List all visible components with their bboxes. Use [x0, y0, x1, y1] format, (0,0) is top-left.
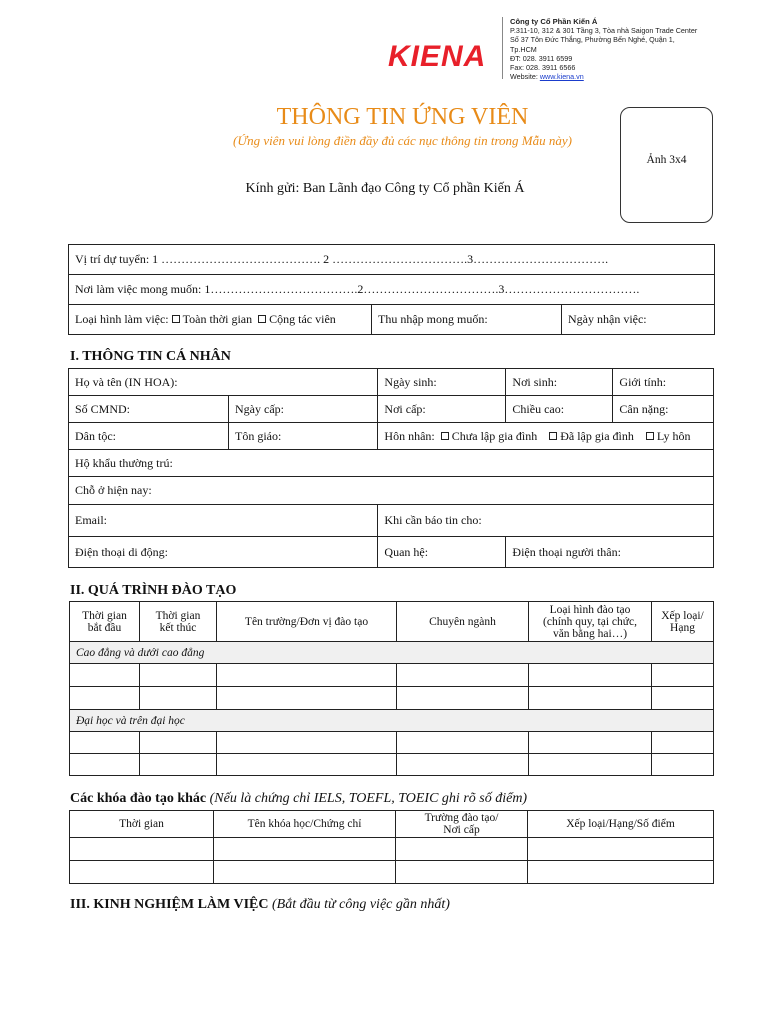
table-cell[interactable]: [528, 838, 714, 861]
ethnicity-cell[interactable]: Dân tộc:: [69, 423, 229, 450]
photo-label: Ảnh 3x4: [646, 154, 687, 166]
marital-cell: [378, 423, 714, 450]
married-checkbox[interactable]: [549, 432, 557, 440]
weight-cell[interactable]: Cân nặng:: [613, 396, 714, 423]
table-cell[interactable]: [140, 732, 217, 754]
col-end-line1: Thời gian: [155, 609, 201, 622]
relative-phone-cell[interactable]: Điện thoại người thân:: [506, 537, 714, 568]
table-cell[interactable]: [529, 664, 652, 687]
divorced-checkbox[interactable]: [646, 432, 654, 440]
col-start-line1: Thời gian: [82, 609, 127, 622]
full-time-label: Toàn thời gian: [182, 312, 253, 326]
table-cell[interactable]: [397, 754, 529, 776]
table-cell[interactable]: [70, 732, 140, 754]
table-cell[interactable]: [140, 687, 217, 710]
work-type-label: Loại hình làm việc:: [75, 312, 169, 326]
company-address-1: P.311-10, 312 & 301 Tầng 3, Tòa nhà Saigon Trade Center: [510, 26, 698, 36]
height-cell[interactable]: Chiều cao:: [506, 396, 613, 423]
table-cell[interactable]: [652, 664, 714, 687]
company-address-2: Số 37 Tôn Đức Thắng, Phường Bến Nghé, Quận 1,: [510, 35, 675, 45]
table-cell[interactable]: [397, 687, 529, 710]
work-type-cell: [69, 305, 372, 335]
col-issuer-line2: Nơi cấp: [443, 824, 480, 836]
gender-cell[interactable]: Giới tính:: [613, 369, 714, 396]
position-row[interactable]: Vị trí dự tuyển: 1 …………………………………. 2 …………………………….3…………………………….: [69, 245, 715, 275]
company-website-row: [510, 72, 725, 81]
section-personal-heading: I. THÔNG TIN CÁ NHÂN: [70, 349, 231, 364]
table-cell[interactable]: [70, 861, 214, 884]
household-cell[interactable]: Hộ khẩu thường trú:: [69, 450, 714, 477]
company-address-3: Tp.HCM: [510, 44, 537, 54]
col-type: [529, 602, 652, 642]
position-table: [68, 244, 715, 335]
expected-income-cell[interactable]: Thu nhập mong muốn:: [372, 305, 562, 335]
table-cell[interactable]: [529, 754, 652, 776]
experience-note: (Bắt đầu từ công việc gần nhất): [268, 897, 450, 912]
col-result: Xếp loại/Hạng/Số điểm: [528, 811, 714, 838]
table-cell[interactable]: [140, 754, 217, 776]
table-cell[interactable]: [70, 664, 140, 687]
relation-cell[interactable]: Quan hệ:: [378, 537, 506, 568]
courses-table: [69, 810, 714, 884]
collaborator-checkbox[interactable]: [258, 315, 266, 323]
experience-heading: III. KINH NGHIỆM LÀM VIỆC: [70, 897, 269, 912]
col-type-line2: (chính quy, tại chức,: [543, 615, 637, 628]
birthplace-cell[interactable]: Nơi sinh:: [506, 369, 613, 396]
table-cell[interactable]: [140, 664, 217, 687]
col-type-line3: văn bằng hai…): [552, 627, 628, 640]
col-end-line2: kết thúc: [159, 621, 197, 634]
table-cell[interactable]: [652, 687, 714, 710]
col-major: Chuyên ngành: [397, 602, 529, 642]
experience-heading-row: [70, 897, 450, 913]
table-cell[interactable]: [396, 838, 528, 861]
section-education-heading: II. QUÁ TRÌNH ĐÀO TẠO: [70, 583, 237, 598]
website-label: Website:: [510, 72, 540, 82]
greeting: Kính gửi: Ban Lãnh đạo Công ty Cổ phần Kiến Á: [245, 181, 525, 196]
table-cell[interactable]: [217, 754, 397, 776]
start-date-cell[interactable]: Ngày nhận việc:: [562, 305, 715, 335]
courses-heading: Các khóa đào tạo khác: [70, 791, 207, 806]
issue-date-cell[interactable]: Ngày cấp:: [229, 396, 378, 423]
mobile-cell[interactable]: Điện thoại di động:: [69, 537, 378, 568]
full-time-checkbox[interactable]: [172, 315, 180, 323]
col-school: Tên trường/Đơn vị đào tạo: [217, 602, 397, 642]
table-cell[interactable]: [652, 732, 714, 754]
col-issuer-line1: Trường đào tạo/: [424, 812, 499, 824]
table-cell[interactable]: [214, 861, 396, 884]
table-cell[interactable]: [652, 754, 714, 776]
company-info: [510, 17, 725, 81]
email-cell[interactable]: Email:: [69, 505, 378, 537]
table-cell[interactable]: [397, 664, 529, 687]
personal-table: [68, 368, 714, 568]
dob-cell[interactable]: Ngày sinh:: [378, 369, 506, 396]
table-cell[interactable]: [70, 838, 214, 861]
notify-cell[interactable]: Khi cần báo tin cho:: [378, 505, 714, 537]
single-checkbox[interactable]: [441, 432, 449, 440]
marital-label: Hôn nhân:: [384, 428, 435, 443]
full-name-cell[interactable]: Họ và tên (IN HOA):: [69, 369, 378, 396]
col-end: [140, 602, 217, 642]
company-phone: ĐT: 028. 3911 6599: [510, 53, 573, 63]
table-cell[interactable]: [529, 732, 652, 754]
col-rank: [652, 602, 714, 642]
table-cell[interactable]: [217, 664, 397, 687]
group-university: Đại học và trên đại học: [70, 710, 714, 732]
education-table: [69, 601, 714, 776]
divorced-label: Ly hôn: [656, 428, 691, 443]
current-address-cell[interactable]: Chỗ ở hiện nay:: [69, 477, 714, 505]
col-type-line1: Loại hình đào tạo: [549, 603, 631, 616]
table-cell[interactable]: [70, 754, 140, 776]
location-row[interactable]: Nơi làm việc mong muốn: 1……………………………….2…………………………….3…………………………….: [69, 275, 715, 305]
col-rank-line2: Hạng: [670, 621, 695, 634]
company-logo: KIENA: [388, 40, 487, 73]
table-cell[interactable]: [529, 687, 652, 710]
company-name: Công ty Cổ Phần Kiến Á: [510, 17, 598, 26]
courses-heading-row: [70, 791, 527, 807]
table-cell[interactable]: [397, 732, 529, 754]
group-college: Cao đẳng và dưới cao đẳng: [70, 642, 714, 664]
courses-note: (Nếu là chứng chỉ IELS, TOEFL, TOEIC ghi rõ số điểm): [206, 791, 528, 806]
table-cell[interactable]: [214, 838, 396, 861]
website-link[interactable]: www.kiena.vn: [539, 72, 584, 82]
collaborator-label: Cộng tác viên: [269, 312, 336, 326]
header-divider: [502, 17, 503, 79]
col-time: Thời gian: [70, 811, 214, 838]
table-cell[interactable]: [217, 687, 397, 710]
single-label: Chưa lập gia đình: [451, 428, 538, 443]
table-cell[interactable]: [396, 861, 528, 884]
col-issuer: [396, 811, 528, 838]
form-subtitle: (Ứng viên vui lòng điền đầy đủ các nục thông tin trong Mẫu này): [233, 133, 572, 148]
married-label: Đã lập gia đình: [560, 428, 634, 443]
col-rank-line1: Xếp loại/: [661, 609, 704, 622]
religion-cell[interactable]: Tôn giáo:: [229, 423, 378, 450]
company-fax: Fax: 028. 3911 6566: [510, 63, 576, 73]
id-no-cell[interactable]: Số CMND:: [69, 396, 229, 423]
table-cell[interactable]: [528, 861, 714, 884]
table-cell[interactable]: [217, 732, 397, 754]
col-course: Tên khóa học/Chứng chỉ: [214, 811, 396, 838]
issue-place-cell[interactable]: Nơi cấp:: [378, 396, 506, 423]
form-title: THÔNG TIN ỨNG VIÊN: [276, 104, 529, 130]
photo-box: [620, 107, 713, 223]
table-cell[interactable]: [70, 687, 140, 710]
col-start: [70, 602, 140, 642]
col-start-line2: bắt đầu: [87, 621, 122, 634]
